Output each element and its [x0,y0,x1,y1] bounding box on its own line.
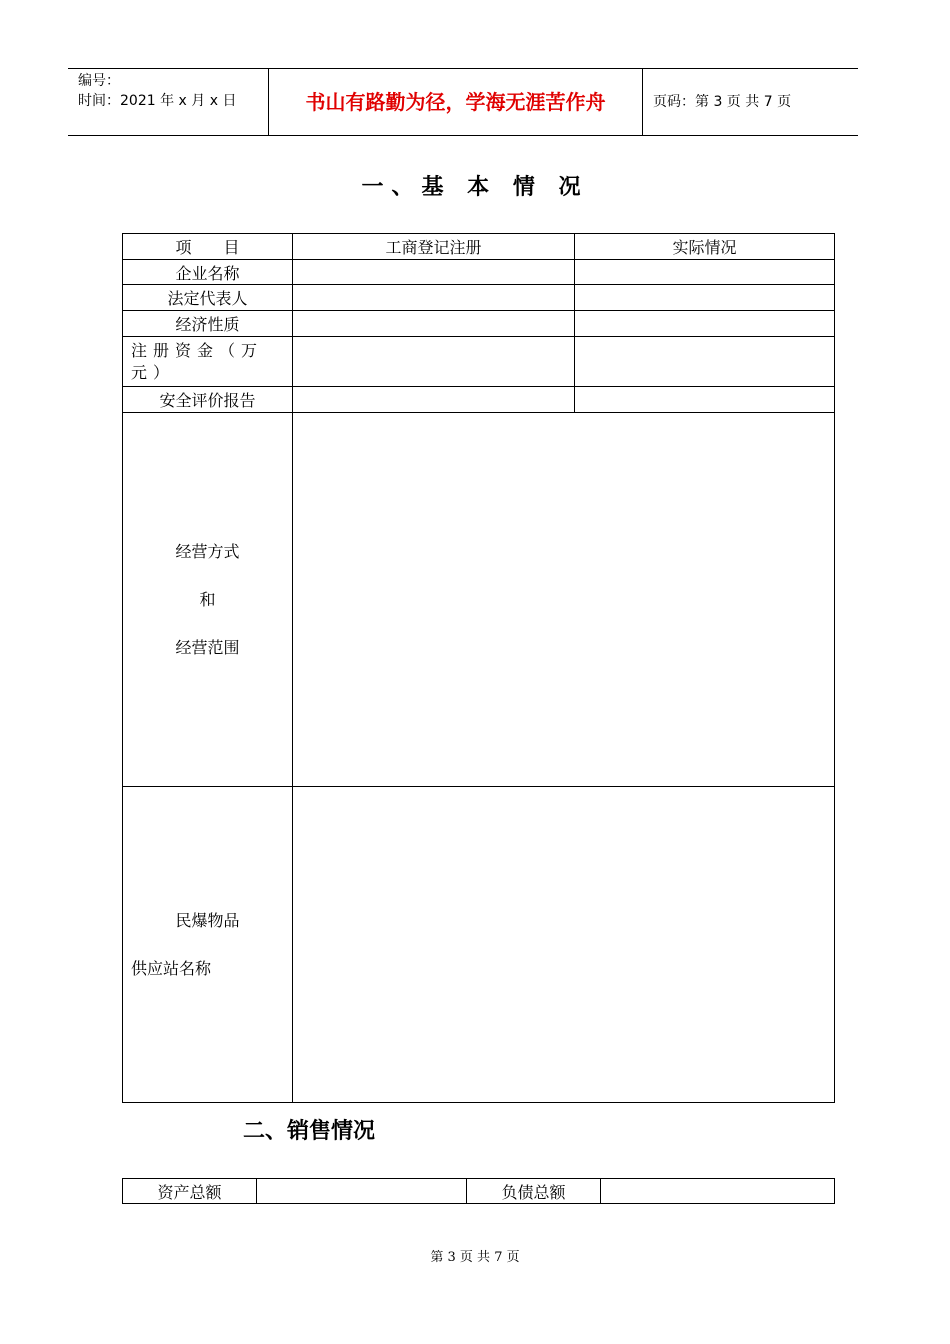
table-row [123,337,835,387]
station-label-line1: 民爆物品 [175,910,240,930]
row-label-legal-representative: 法定代表人 [123,285,293,311]
capital-registered-field[interactable] [293,337,575,387]
header-page-number: 页码：第 3 页 共 7 页 [653,94,792,110]
table-row [123,413,835,787]
row-label-registered-capital [123,337,293,387]
table-row [123,285,835,311]
row-label-business-mode-scope [123,413,293,787]
table-row [123,787,835,1103]
company-name-registered-field[interactable] [293,260,575,285]
row-label-economic-nature: 经济性质 [123,311,293,337]
legal-rep-registered-field[interactable] [293,285,575,311]
safety-report-registered-field[interactable] [293,387,575,413]
page-footer: 第 3 页 共 7 页 [430,1250,520,1265]
capital-actual-field[interactable] [575,337,835,387]
section2-title: 二、销售情况 [243,1119,376,1144]
station-label-line2: 供应站名称 [131,958,212,978]
row-label-supply-station [123,787,293,1103]
business-label-line1: 经营方式 [175,541,240,561]
serial-label: 编号： [78,73,120,89]
business-label-line3: 经营范围 [175,637,240,657]
table-row [123,387,835,413]
business-label-line2: 和 [199,589,216,609]
section1-title: 一、基 本 情 况 [361,175,589,200]
assets-label: 资产总额 [123,1179,257,1204]
page-header [68,68,858,136]
safety-report-actual-field[interactable] [575,387,835,413]
legal-rep-actual-field[interactable] [575,285,835,311]
col-header-actual: 实际情况 [575,234,835,260]
basic-info-table [122,233,835,1103]
company-name-actual-field[interactable] [575,260,835,285]
table-header-row [123,234,835,260]
col-header-registration: 工商登记注册 [293,234,575,260]
row-label-company-name: 企业名称 [123,260,293,285]
supply-station-field[interactable] [293,787,835,1103]
registered-capital-label-text: 注册资金（万元） [131,340,264,382]
economic-nature-actual-field[interactable] [575,311,835,337]
time-label: 时间：2021 年 x 月 x 日 [78,93,237,109]
sales-table [122,1178,835,1204]
business-scope-field[interactable] [293,413,835,787]
economic-nature-registered-field[interactable] [293,311,575,337]
liabilities-field[interactable] [601,1179,835,1204]
assets-field[interactable] [257,1179,467,1204]
row-label-safety-report: 安全评价报告 [123,387,293,413]
table-row [123,1179,835,1204]
col-header-item: 项 目 [123,234,293,260]
table-row [123,311,835,337]
table-row [123,260,835,285]
header-motto: 书山有路勤为径，学海无涯苦作舟 [269,69,643,135]
liabilities-label: 负债总额 [467,1179,601,1204]
header-meta [68,69,269,135]
